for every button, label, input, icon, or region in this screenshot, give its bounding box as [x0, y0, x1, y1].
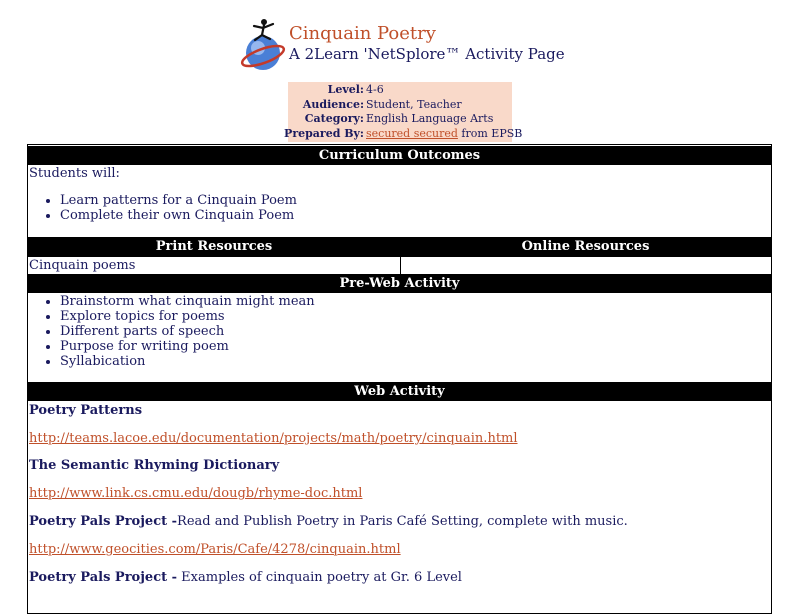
activity-table — [27, 144, 772, 614]
category-label: Category: — [304, 112, 364, 125]
list-item: • Different parts of speech — [60, 324, 315, 339]
page-subtitle: A 2Learn 'NetSplore™ Activity Page — [289, 45, 565, 63]
web-entry-title: Poetry Pals Project - — [29, 514, 178, 529]
web-entry-description: Examples of cinquain poetry at Gr. 6 Level — [177, 570, 462, 585]
print-resources-heading: Print Resources — [155, 239, 273, 254]
list-item: • Syllabication — [60, 354, 315, 369]
list-item: • Learn patterns for a Cinquain Poem — [60, 193, 297, 208]
web-entry-title: Poetry Pals Project - — [29, 570, 178, 585]
list-item: • Complete their own Cinquain Poem — [60, 208, 297, 223]
category-value: English Language Arts — [366, 112, 494, 125]
web-entry — [29, 570, 462, 585]
web-entry-title: Poetry Patterns — [29, 403, 143, 418]
outcomes-list — [28, 193, 297, 223]
web-entry — [29, 514, 628, 529]
pre-web-activity-heading: Pre-Web Activity — [28, 274, 771, 293]
activity-info-box — [284, 82, 523, 142]
web-entry-description: Read and Publish Poetry in Paris Café Setting, complete with music. — [177, 514, 628, 529]
divider — [400, 256, 401, 274]
list-item: • Explore topics for poems — [60, 309, 315, 324]
prepared-by-suffix: from EPSB — [461, 126, 523, 140]
poetry-patterns-link[interactable]: http://teams.lacoe.edu/documentation/projects/math/poetry/cinquain.html — [29, 431, 518, 446]
outcomes-intro: Students will: — [29, 166, 120, 181]
audience-label: Audience: — [302, 97, 364, 111]
print-resource-item: Cinquain poems — [29, 258, 136, 273]
prepared-by-label: Prepared By: — [284, 126, 364, 140]
page-title: Cinquain Poetry — [289, 23, 436, 44]
online-resources-heading: Online Resources — [521, 239, 650, 254]
web-activity-heading: Web Activity — [28, 382, 771, 401]
level-value: 4-6 — [366, 83, 384, 96]
level-label: Level: — [327, 83, 364, 96]
list-item: • Purpose for writing poem — [60, 339, 315, 354]
web-entry-title: The Semantic Rhyming Dictionary — [29, 458, 280, 473]
pre-web-list — [28, 294, 315, 369]
curriculum-outcomes-heading: Curriculum Outcomes — [28, 146, 771, 165]
prepared-by-link[interactable]: secured secured — [366, 126, 458, 140]
2learn-logo — [240, 16, 286, 72]
poetry-pals-cafe-link[interactable]: http://www.geocities.com/Paris/Cafe/4278/cinquain.html — [29, 542, 401, 557]
rhyming-dictionary-link[interactable]: http://www.link.cs.cmu.edu/dougb/rhyme-doc.html — [29, 486, 363, 501]
audience-value: Student, Teacher — [366, 97, 462, 111]
list-item: • Brainstorm what cinquain might mean — [60, 294, 315, 309]
